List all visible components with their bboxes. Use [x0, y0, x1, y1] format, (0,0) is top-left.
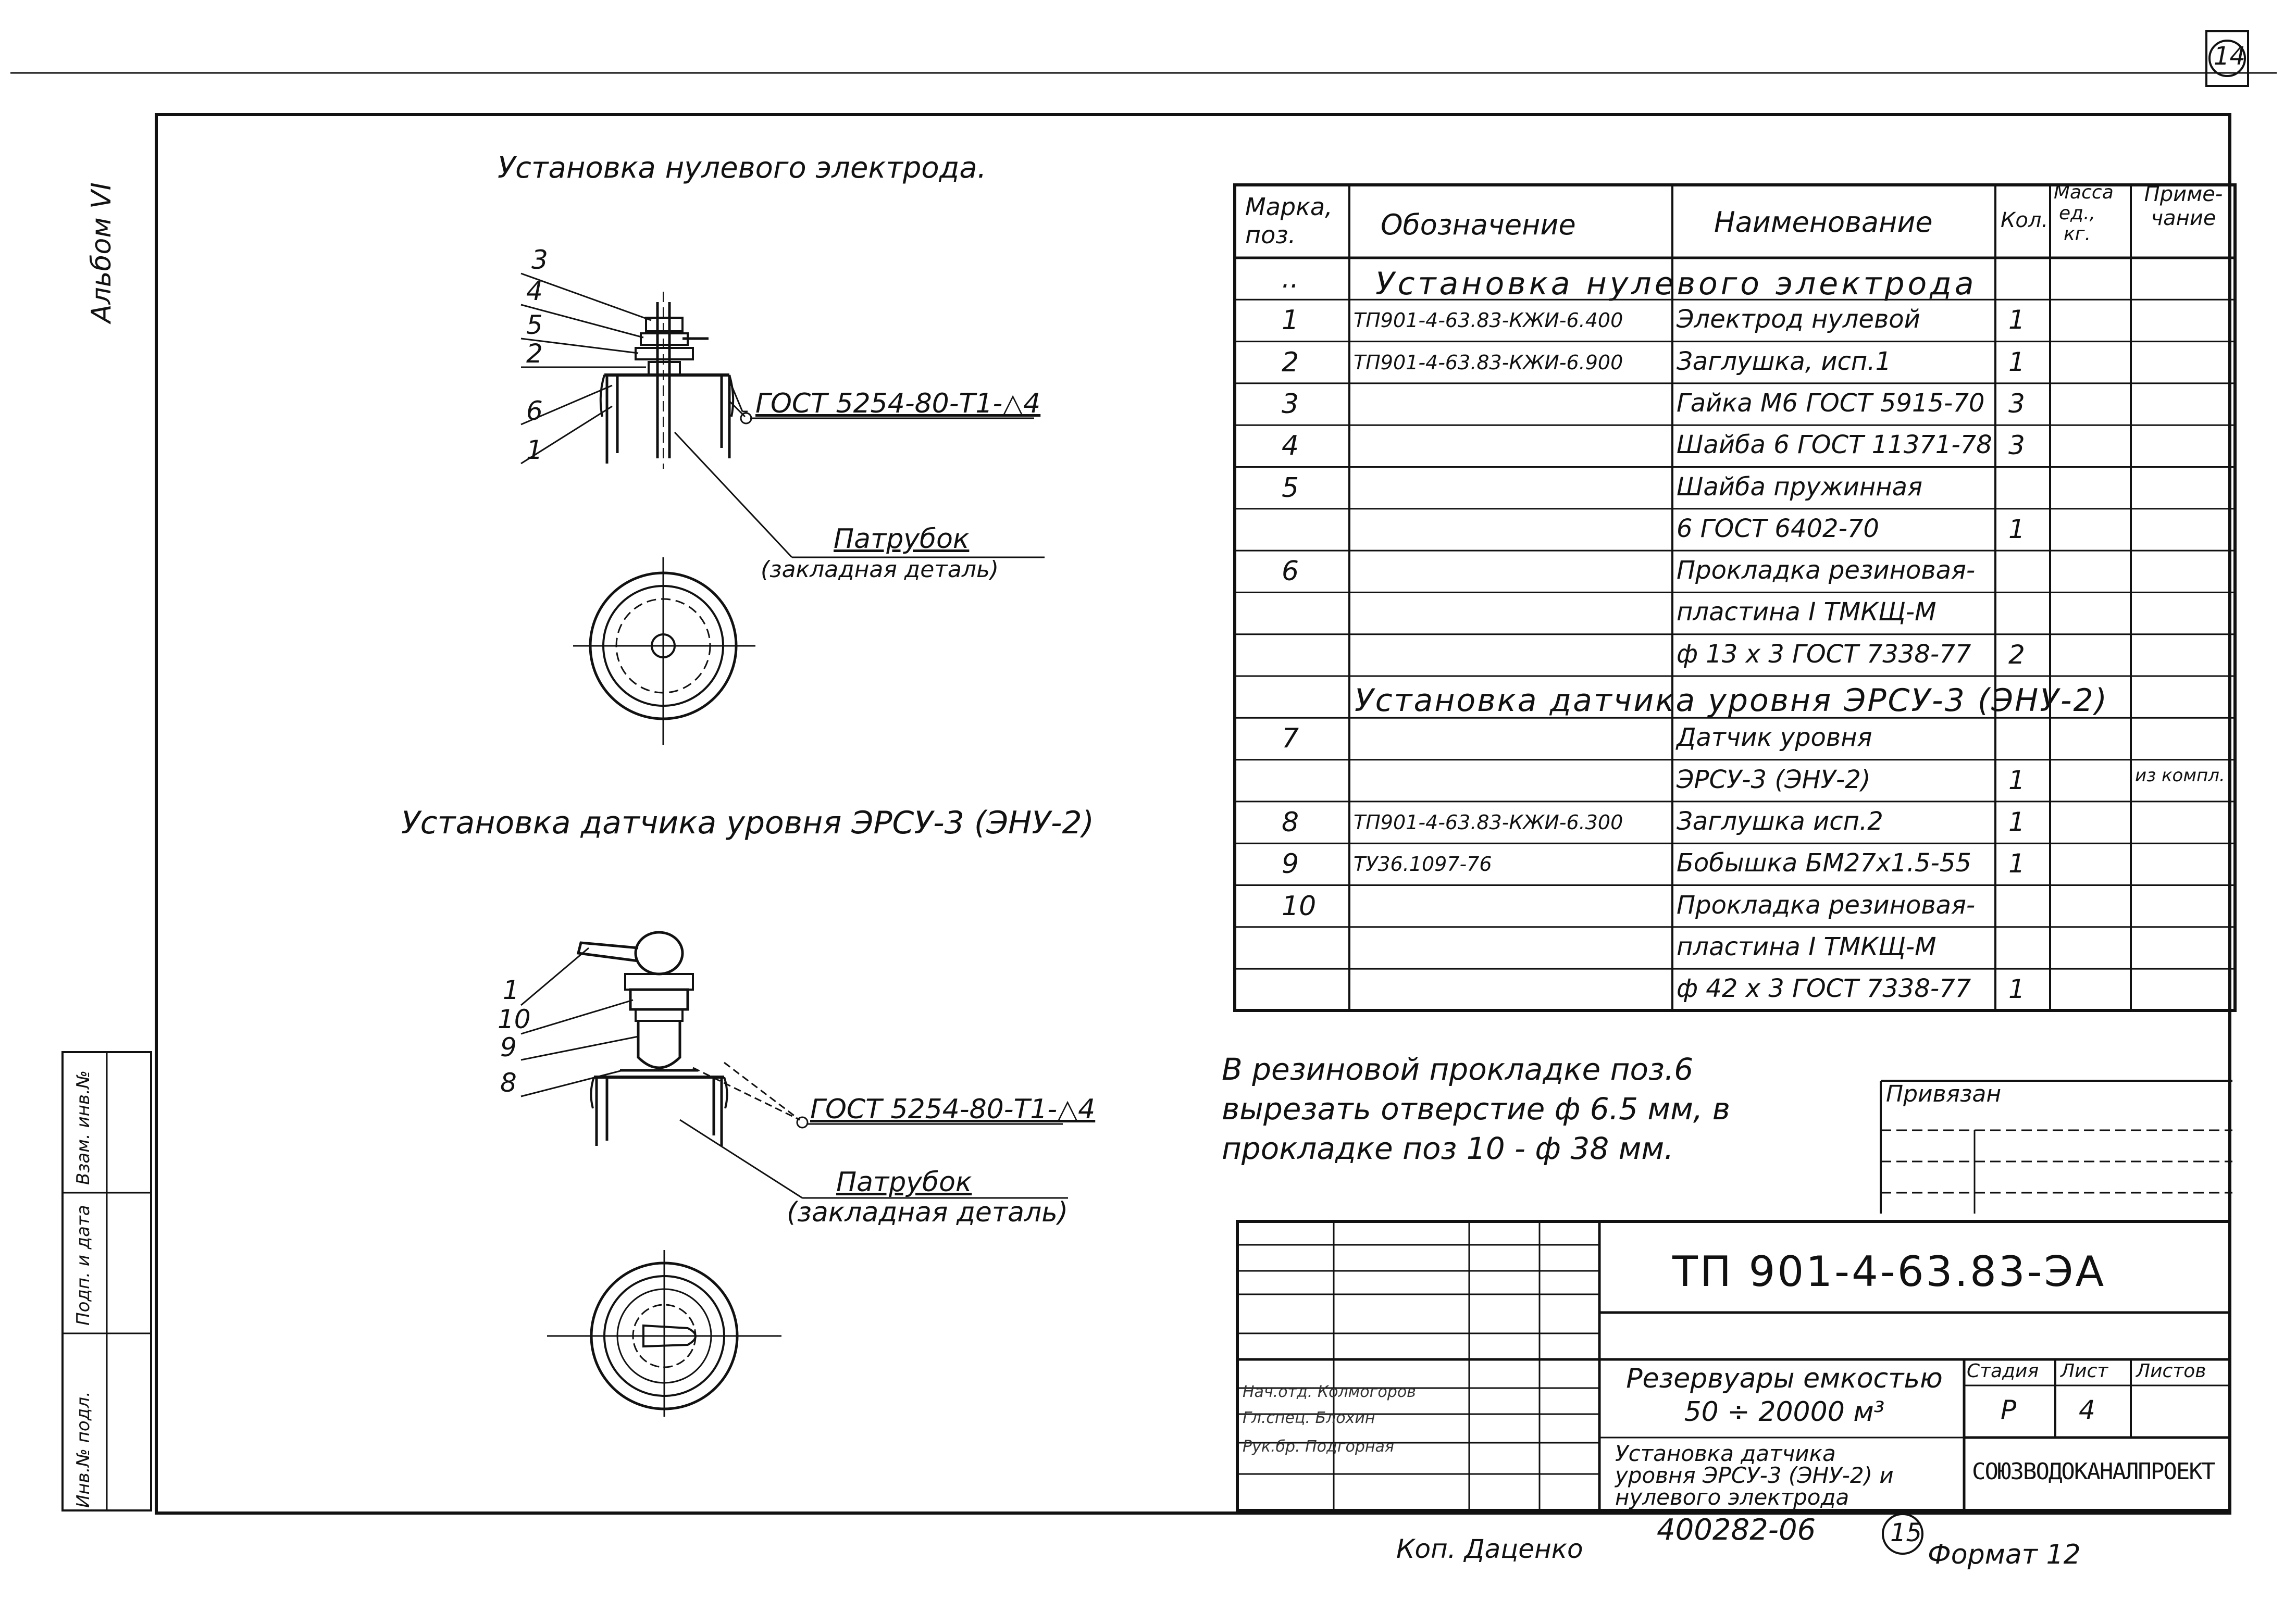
spec-cell-qty: 1 — [2008, 974, 2025, 1005]
spec-cell-code: ТП901-4-63.83-КЖИ-6.900 — [1354, 351, 1623, 374]
album-label: Альбом VI — [86, 182, 117, 323]
spec-section-2: Установка датчика уровня ЭРСУ-3 (ЭНУ-2) — [1355, 682, 2109, 719]
callout-6: 6 — [526, 396, 543, 426]
callout-2: 2 — [526, 339, 543, 369]
spec-cell-qty: 3 — [2008, 388, 2025, 419]
stamp-sheet-label: Лист — [2060, 1360, 2108, 1382]
spec-cell-qty: 1 — [2008, 848, 2025, 879]
callout-3: 3 — [531, 245, 548, 275]
drawing2-gost-label: ГОСТ 5254-80-Т1-△4 — [810, 1094, 1096, 1125]
spec-cell-name: ЭРСУ-3 (ЭНУ-2) — [1677, 765, 1871, 794]
drawing1-title: Установка нулевого электрода. — [498, 151, 987, 185]
note-text — [1222, 1050, 1730, 1168]
spec-cell-pos: 2 — [1282, 346, 1299, 378]
spec-cell-name: Прокладка резиновая- — [1677, 556, 1976, 585]
stamp-signer-1: Нач.отд. Колмогоров — [1243, 1383, 1416, 1401]
footer-copy: Коп. Даценко — [1396, 1534, 1583, 1564]
side-stamp-label-3: Взам. инв.№ — [73, 1070, 94, 1185]
spec-cell-pos: 3 — [1282, 388, 1299, 420]
callout-d2-10: 10 — [498, 1004, 531, 1034]
spec-section-1: Установка нулевого электрода — [1375, 266, 1977, 302]
spec-cell-pos: .. — [1282, 263, 1299, 294]
stamp-sheet-value: 4 — [2079, 1395, 2095, 1425]
side-stamp-label-1: Инв.№ подл. — [73, 1391, 94, 1508]
spec-cell-name: Электрод нулевой — [1677, 305, 1920, 334]
stamp-signer-3: Рук.бр. Подгорная — [1243, 1438, 1394, 1456]
spec-cell-code: ТП901-4-63.83-КЖИ-6.400 — [1354, 309, 1623, 332]
spec-cell-name: Заглушка исп.2 — [1677, 806, 1883, 836]
drawing2-pipe-label: Патрубок — [836, 1167, 972, 1198]
note-line-1: В резиновой прокладке поз.6 — [1222, 1052, 1694, 1087]
spec-cell-name: Бобышка БМ27х1.5-55 — [1677, 848, 1971, 878]
stamp-title: Резервуары емкостью 50 ÷ 20000 м³ — [1626, 1363, 1943, 1428]
stamp-stage-value: Р — [2001, 1395, 2017, 1425]
spec-cell-qty: 1 — [2008, 806, 2025, 837]
drawing1-pipe-label: Патрубок — [834, 523, 970, 555]
spec-cell-pos: 8 — [1282, 806, 1299, 838]
spec-header-code: Обозначение — [1381, 208, 1576, 241]
spec-cell-name: Гайка М6 ГОСТ 5915-70 — [1677, 388, 1985, 418]
spec-cell-name: ф 42 х 3 ГОСТ 7338-77 — [1677, 974, 1971, 1004]
spec-header-qty: Кол. — [2001, 208, 2049, 232]
spec-header-pos: Марка, поз. — [1245, 193, 1333, 249]
spec-cell-note: из компл. — [2135, 765, 2225, 786]
spec-cell-name: пластина I ТМКЩ-М — [1677, 597, 1937, 627]
sheet-number: 14 — [2214, 42, 2246, 71]
spec-cell-pos: 9 — [1282, 848, 1299, 880]
note-line-3: прокладке поз 10 - ф 38 мм. — [1222, 1131, 1674, 1166]
spec-header-mass: Масса ед., кг. — [2054, 182, 2114, 245]
spec-cell-name: Прокладка резиновая- — [1677, 890, 1976, 920]
spec-cell-pos: 6 — [1282, 556, 1299, 588]
spec-header-name: Наименование — [1714, 206, 1933, 239]
stamp-sheets-label: Листов — [2136, 1360, 2206, 1382]
spec-cell-name: ф 13 х 3 ГОСТ 7338-77 — [1677, 639, 1971, 669]
callout-d2-1: 1 — [503, 975, 519, 1005]
side-stamp-label-2: Подп. и дата — [73, 1205, 94, 1326]
stamp-code: ТП 901-4-63.83-ЭА — [1672, 1247, 2106, 1296]
spec-cell-name: 6 ГОСТ 6402-70 — [1677, 514, 1879, 543]
spec-cell-pos: 1 — [1282, 305, 1299, 336]
stamp-org: СОЮЗВОДОКАНАЛПРОЕКТ — [1972, 1458, 2215, 1485]
callout-d2-8: 8 — [500, 1068, 517, 1098]
callout-d2-9: 9 — [500, 1032, 517, 1063]
stamp-subtitle-line-2: уровня ЭРСУ-3 (ЭНУ-2) и — [1615, 1463, 1894, 1488]
spec-cell-pos: 10 — [1282, 890, 1317, 922]
spec-cell-qty: 1 — [2008, 346, 2025, 377]
callout-1: 1 — [526, 435, 543, 465]
spec-cell-name: Шайба пружинная — [1677, 472, 1922, 502]
callout-4: 4 — [526, 276, 543, 306]
stamp-subtitle-line-1: Установка датчика — [1615, 1441, 1836, 1466]
callout-5: 5 — [526, 310, 543, 340]
stamp-subtitle-line-3: нулевого электрода — [1615, 1484, 1849, 1510]
spec-cell-qty: 1 — [2008, 305, 2025, 335]
spec-cell-qty: 3 — [2008, 430, 2025, 461]
spec-cell-name: Датчик уровня — [1677, 723, 1872, 753]
stamp-signer-2: Гл.спец. Блохин — [1243, 1409, 1375, 1427]
privyazan-label: Привязан — [1886, 1081, 2002, 1107]
spec-cell-pos: 5 — [1282, 472, 1299, 504]
spec-cell-code: ТУ36.1097-76 — [1354, 853, 1492, 876]
spec-cell-name: пластина I ТМКЩ-М — [1677, 932, 1937, 961]
spec-cell-name: Заглушка, исп.1 — [1677, 346, 1892, 376]
footer-code: 400282-06 — [1657, 1513, 1816, 1547]
spec-cell-pos: 4 — [1282, 430, 1299, 462]
spec-cell-qty: 2 — [2008, 639, 2025, 670]
note-line-2: вырезать отверстие ф 6.5 мм, в — [1222, 1091, 1730, 1127]
spec-cell-qty: 1 — [2008, 765, 2025, 795]
spec-cell-pos: 7 — [1282, 723, 1299, 755]
footer-format: Формат 12 — [1928, 1539, 2081, 1570]
spec-cell-code: ТП901-4-63.83-КЖИ-6.300 — [1354, 810, 1623, 834]
drawing1-gost-label: ГОСТ 5254-80-Т1-△4 — [755, 388, 1041, 419]
spec-cell-qty: 1 — [2008, 514, 2025, 544]
footer-circle-number: 15 — [1890, 1518, 1922, 1547]
drawing1-pipe-sub: (закладная деталь) — [761, 556, 999, 583]
spec-cell-name: Шайба 6 ГОСТ 11371-78 — [1677, 430, 1992, 460]
drawing2-title: Установка датчика уровня ЭРСУ-3 (ЭНУ-2) — [401, 805, 1095, 841]
stamp-stage-label: Стадия — [1967, 1360, 2039, 1382]
stamp-subtitle — [1615, 1443, 1894, 1508]
spec-header-note: Приме-чание — [2144, 182, 2223, 230]
drawing2-pipe-sub: (закладная деталь) — [787, 1197, 1069, 1228]
